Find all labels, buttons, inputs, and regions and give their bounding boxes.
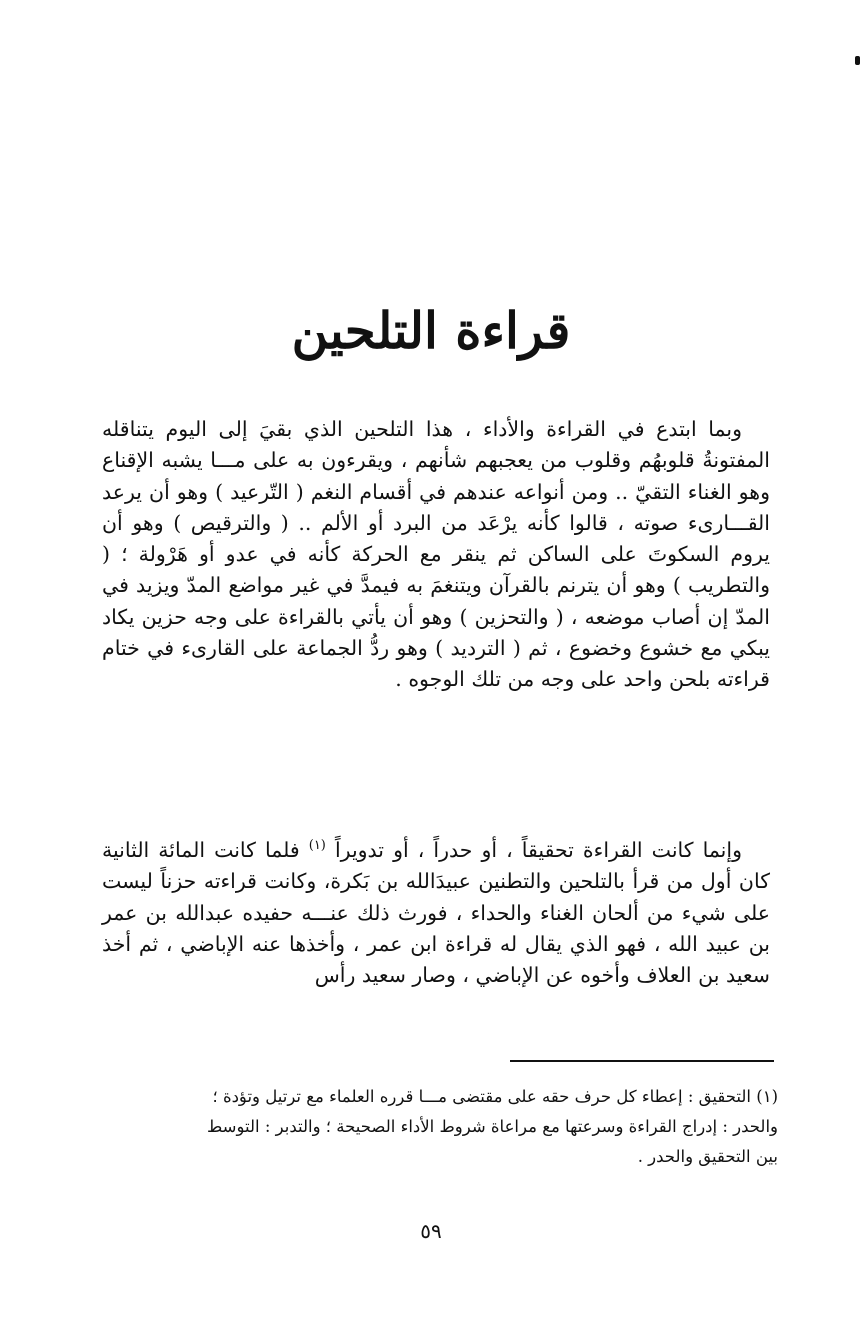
footnote bbox=[110, 1082, 778, 1172]
footnote-line-1: (١) التحقيق : إعطاء كل حرف حقه على مقتضى مـــا قرره العلماء مع ترتيل وتؤدة ؛ bbox=[212, 1087, 778, 1106]
paragraph-2-text bbox=[102, 835, 770, 991]
chapter-title: قراءة التلحين bbox=[291, 301, 571, 360]
scan-edge-mark bbox=[855, 56, 860, 65]
paragraph-2-start: وإنما كانت القراءة تحقيقاً ، أو حدراً ، أو تدويراً bbox=[334, 838, 742, 862]
paragraph-2 bbox=[102, 835, 770, 991]
footnote-separator bbox=[510, 1060, 774, 1062]
paragraph-2-rest: فلما كانت المائة الثانية كان أول من قرأ بالتلحين والتطنين عبيدَالله بن بَكرة، وكانت قراءته حزناً ليست على شيء من ألحان الغناء والحداء ، فورث ذلك عنـــه حفيده عبدالله بن عمر بن عبيد الله ، فهو الذي يقال له قراءة ابن عمر ، وأخذها عنه الإباضي ، ثم أخذ سعيد بن العلاف وأخوه عن الإباضي ، وصار سعيد رأس bbox=[102, 838, 770, 988]
footnote-line-2: والحدر : إدراج القراءة وسرعتها مع مراعاة شروط الأداء الصحيحة ؛ والتدبر : التوسط bbox=[206, 1117, 778, 1136]
page-number: ٥٩ bbox=[420, 1219, 442, 1243]
footnote-line-3: بين التحقيق والحدر . bbox=[637, 1147, 778, 1166]
footnote-reference[interactable]: (١) bbox=[308, 838, 326, 854]
paragraph-1-text: وبما ابتدع في القراءة والأداء ، هذا التلحين الذي بقيَ إلى اليوم يتناقله المفتونةُ قلوبهُم وقلوب من يعجبهم شأنهم ، ويقرءون به على مـــا يشبه الإقناع وهو الغناء التقيّ .. ومن أنواعه عندهم في أقسام النغم ( التّرعيد ) وهو أن يرعد القـــارىء صوته ، قالوا كأنه يرْعَد من البرد أو الألم .. ( والترقيص ) وهو أن يروم السكوتَ على الساكن ثم ينقر مع الحركة كأنه في عدو أو هَرْولة ؛ ( والتطريب ) وهو أن يترنم بالقرآن ويتنغمَ به فيمدَّ في غير مواضع المدّ ويزيد في المدّ إن أصاب موضعه ، ( والتحزين ) وهو أن يأتي بالقراءة على وجه حزين يكاد يبكي مع خشوع وخضوع ، ثم ( الترديد ) وهو ردُّ الجماعة على القارىء في ختام قراءته بلحن واحد على وجه من تلك الوجوه . bbox=[102, 417, 770, 692]
paragraph-1 bbox=[102, 414, 770, 696]
